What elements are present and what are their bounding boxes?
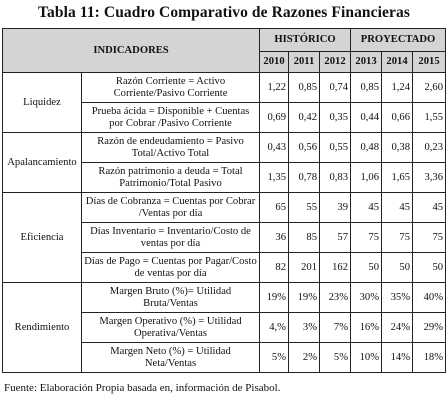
projected-header: PROYECTADO — [351, 29, 446, 52]
value-cell: 75 — [382, 223, 413, 253]
indicator-cell: Días Inventario = Inventario/Costo de ventas por día — [82, 223, 260, 253]
value-cell: 23% — [320, 283, 351, 313]
value-cell: 10% — [351, 343, 382, 373]
value-cell: 82 — [260, 253, 289, 283]
value-cell: 0,23 — [413, 133, 446, 163]
value-cell: 7% — [320, 313, 351, 343]
category-eficiencia: Eficiencia — [3, 193, 82, 283]
indicator-cell: Prueba ácida = Disponible + Cuentas por Cobrar /Pasivo Corriente — [82, 103, 260, 133]
indicator-cell: Razón Corriente = Activo Corriente/Pasivo Corriente — [82, 73, 260, 103]
value-cell: 1,22 — [260, 73, 289, 103]
financial-ratios-table — [2, 28, 446, 373]
value-cell: 0,83 — [320, 163, 351, 193]
value-cell: 0,35 — [320, 103, 351, 133]
category-apalancamiento: Apalancamiento — [3, 133, 82, 193]
value-cell: 16% — [351, 313, 382, 343]
indicator-cell: Días de Cobranza = Cuentas por Cobrar /Ventas por día — [82, 193, 260, 223]
table-title: Tabla 11: Cuadro Comparativo de Razones Financieras — [38, 4, 410, 21]
value-cell: 5% — [260, 343, 289, 373]
value-cell: 0,48 — [351, 133, 382, 163]
category-rendimiento: Rendimiento — [3, 283, 82, 373]
value-cell: 29% — [413, 313, 446, 343]
indicator-cell: Margen Neto (%) = Utilidad Neta/Ventas — [82, 343, 260, 373]
table-row — [3, 73, 446, 103]
value-cell: 1,65 — [382, 163, 413, 193]
indicator-cell: Días de Pago = Cuentas por Pagar/Costo de ventas por día — [82, 253, 260, 283]
value-cell: 30% — [351, 283, 382, 313]
value-cell: 5% — [320, 343, 351, 373]
value-cell: 2,60 — [413, 73, 446, 103]
value-cell: 85 — [289, 223, 320, 253]
value-cell: 2% — [289, 343, 320, 373]
value-cell: 0,38 — [382, 133, 413, 163]
value-cell: 3% — [289, 313, 320, 343]
value-cell: 75 — [351, 223, 382, 253]
value-cell: 1,24 — [382, 73, 413, 103]
value-cell: 36 — [260, 223, 289, 253]
value-cell: 40% — [413, 283, 446, 313]
value-cell: 0,69 — [260, 103, 289, 133]
indicator-cell: Margen Operativo (%) = Utilidad Operativa/Ventas — [82, 313, 260, 343]
value-cell: 0,43 — [260, 133, 289, 163]
value-cell: 50 — [351, 253, 382, 283]
value-cell: 50 — [413, 253, 446, 283]
historic-header: HISTÓRICO — [260, 29, 351, 52]
value-cell: 1,55 — [413, 103, 446, 133]
year-header: 2013 — [351, 52, 382, 73]
value-cell: 39 — [320, 193, 351, 223]
value-cell: 0,85 — [351, 73, 382, 103]
year-header: 2015 — [413, 52, 446, 73]
indicator-cell: Margen Bruto (%)= Utilidad Bruta/Ventas — [82, 283, 260, 313]
category-liquidez: Liquidez — [3, 73, 82, 133]
value-cell: 19% — [289, 283, 320, 313]
value-cell: 57 — [320, 223, 351, 253]
value-cell: 162 — [320, 253, 351, 283]
value-cell: 24% — [382, 313, 413, 343]
value-cell: 35% — [382, 283, 413, 313]
year-header: 2010 — [260, 52, 289, 73]
indicator-cell: Razón patrimonio a deuda = Total Patrimonio/Total Pasivo — [82, 163, 260, 193]
value-cell: 0,42 — [289, 103, 320, 133]
value-cell: 75 — [413, 223, 446, 253]
value-cell: 0,85 — [289, 73, 320, 103]
indicators-header: INDICADORES — [3, 29, 260, 73]
value-cell: 0,56 — [289, 133, 320, 163]
value-cell: 0,74 — [320, 73, 351, 103]
value-cell: 0,44 — [351, 103, 382, 133]
year-header: 2012 — [320, 52, 351, 73]
value-cell: 65 — [260, 193, 289, 223]
value-cell: 45 — [351, 193, 382, 223]
value-cell: 55 — [289, 193, 320, 223]
value-cell: 45 — [382, 193, 413, 223]
value-cell: 18% — [413, 343, 446, 373]
year-header: 2014 — [382, 52, 413, 73]
value-cell: 50 — [382, 253, 413, 283]
value-cell: 0,78 — [289, 163, 320, 193]
value-cell: 0,55 — [320, 133, 351, 163]
table-row — [3, 133, 446, 163]
table-row — [3, 193, 446, 223]
value-cell: 1,35 — [260, 163, 289, 193]
indicator-cell: Razón de endeudamiento = Pasivo Total/Activo Total — [82, 133, 260, 163]
value-cell: 0,66 — [382, 103, 413, 133]
value-cell: 45 — [413, 193, 446, 223]
table-row — [3, 283, 446, 313]
value-cell: 4,% — [260, 313, 289, 343]
value-cell: 1,06 — [351, 163, 382, 193]
value-cell: 14% — [382, 343, 413, 373]
value-cell: 19% — [260, 283, 289, 313]
value-cell: 201 — [289, 253, 320, 283]
source-note: Fuente: Elaboración Propia basada en, información de Pisabol. — [4, 382, 281, 394]
year-header: 2011 — [289, 52, 320, 73]
value-cell: 3,36 — [413, 163, 446, 193]
